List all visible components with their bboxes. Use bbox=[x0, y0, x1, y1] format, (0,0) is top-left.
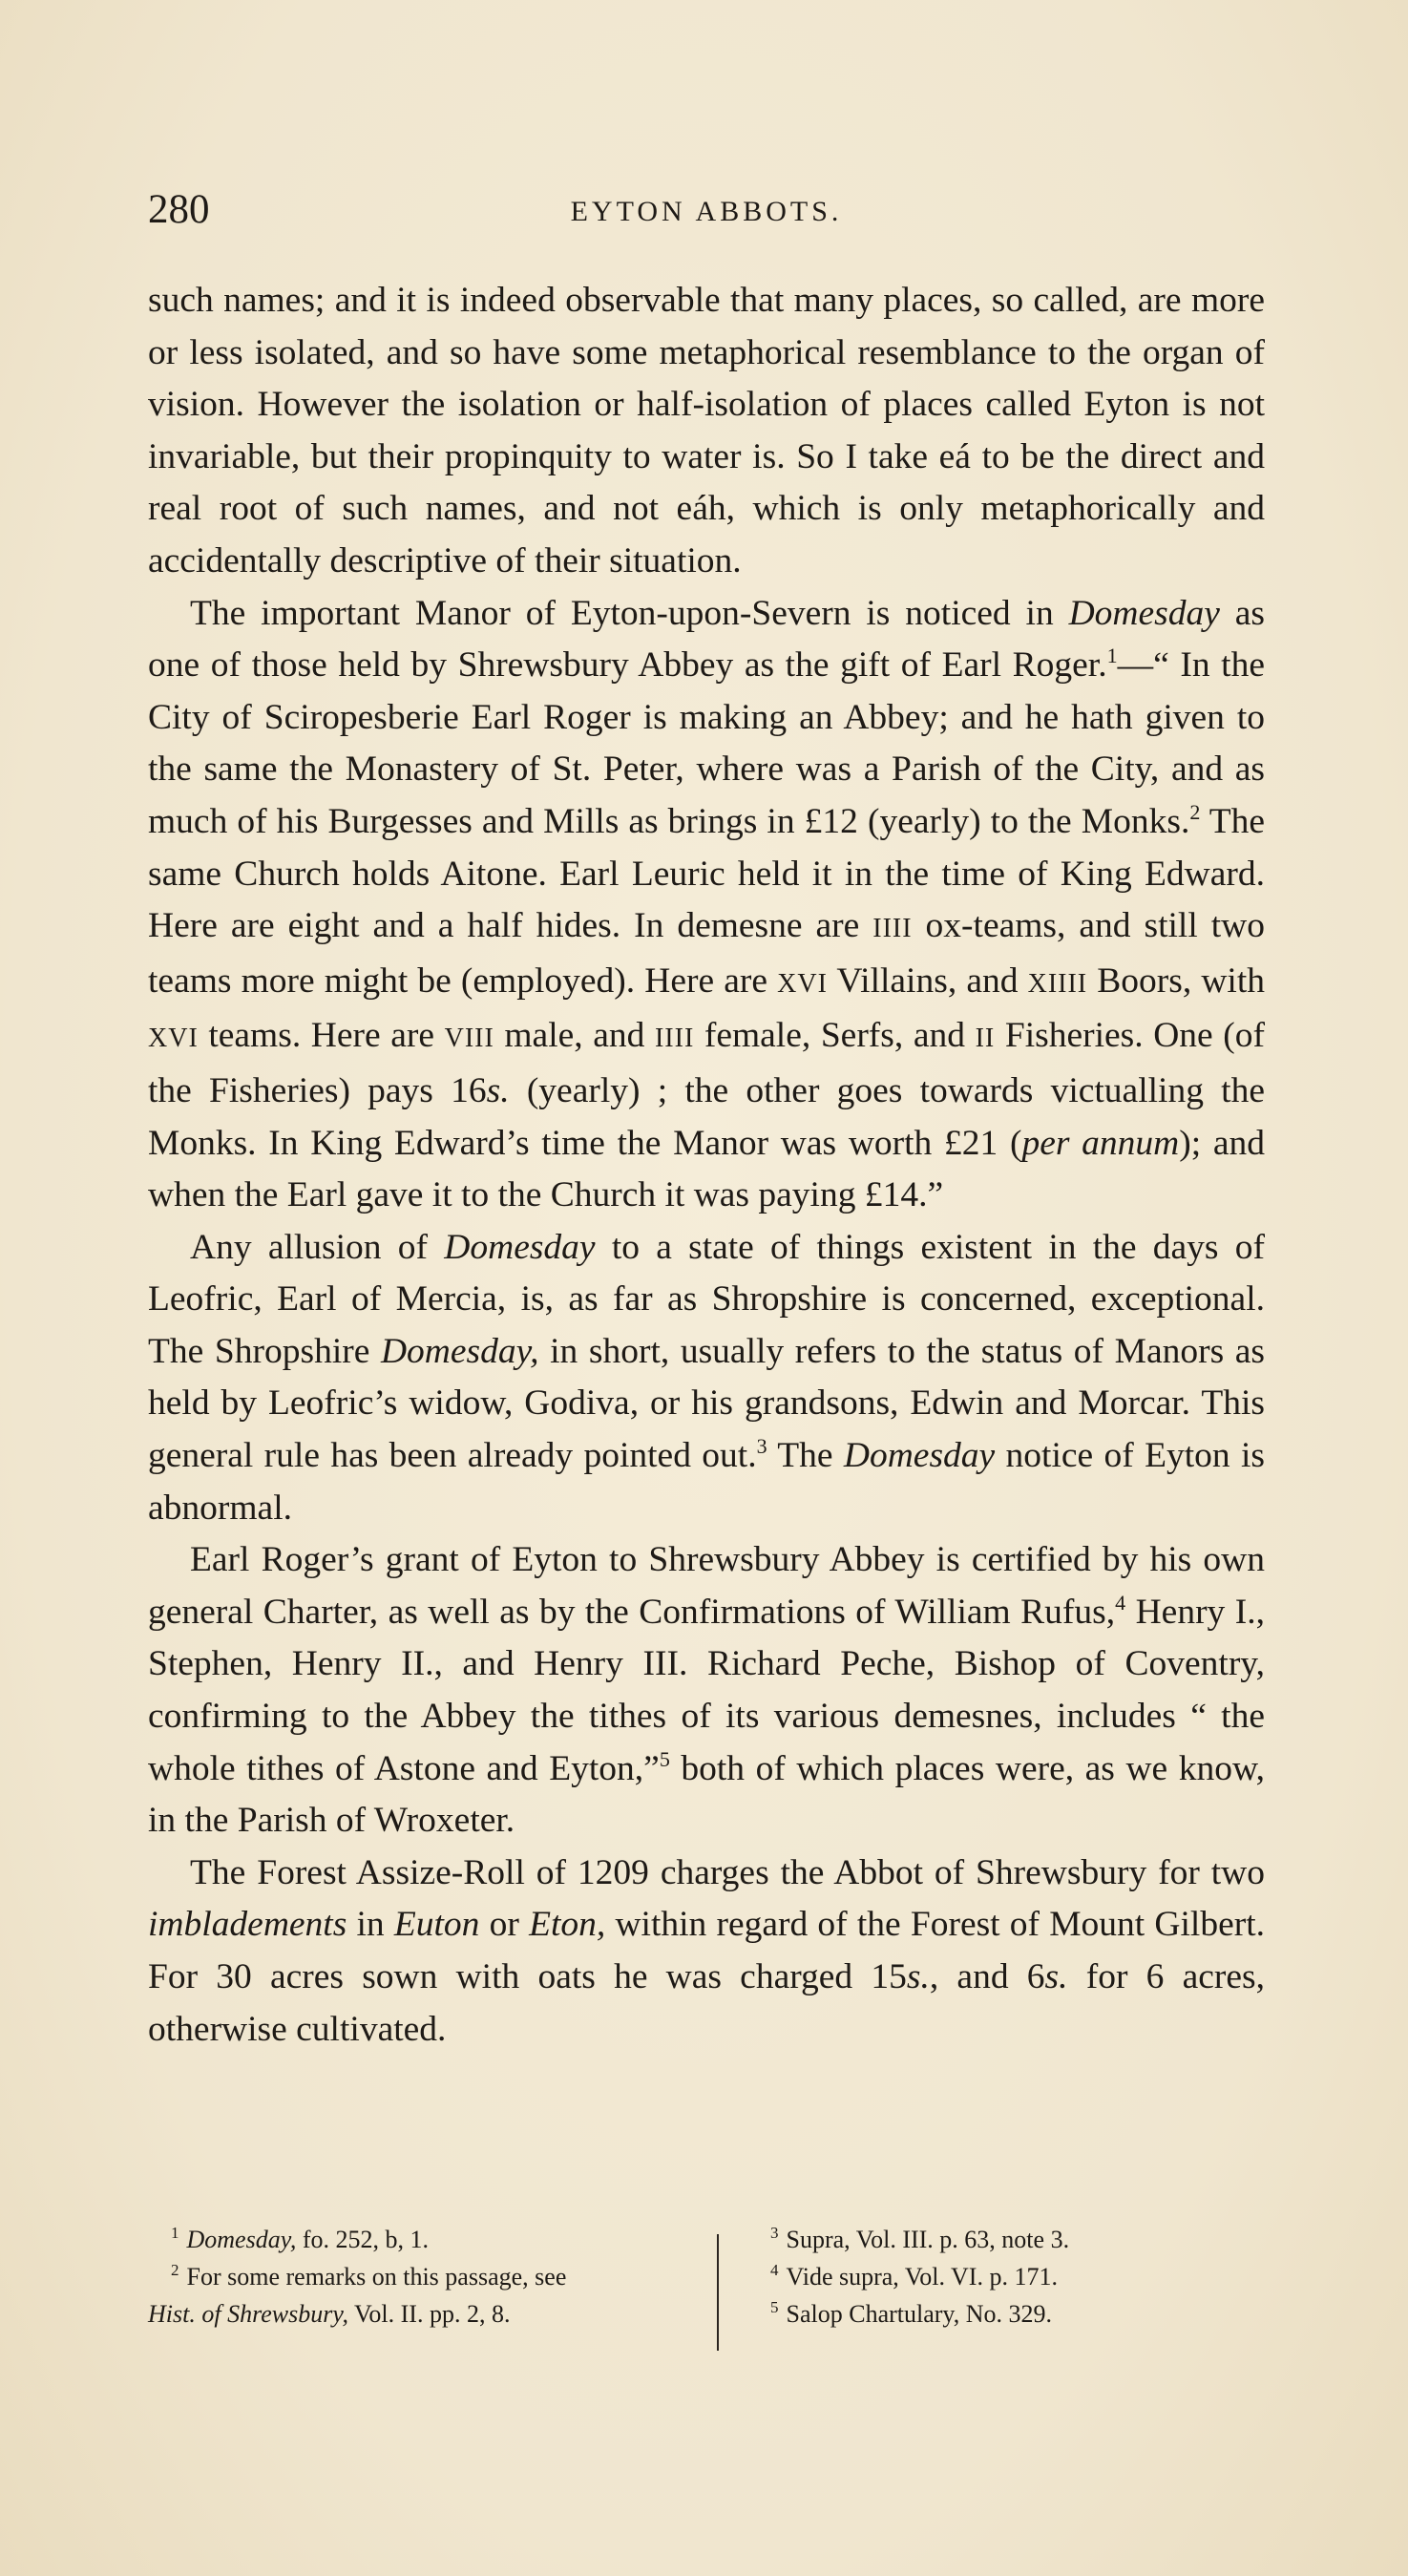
italic-text: Domesday, bbox=[186, 2226, 297, 2253]
text-run: The Forest Assize-Roll of 1209 charges the Abbot of Shrewsbury for two bbox=[190, 1852, 1265, 1892]
footnote-reference: 2 bbox=[171, 2261, 179, 2279]
paragraph bbox=[148, 275, 1265, 588]
italic-text: s. bbox=[1044, 1957, 1068, 1996]
footnote-line bbox=[148, 2258, 706, 2295]
italic-text: per annum bbox=[1021, 1123, 1180, 1163]
footnote-line bbox=[770, 2221, 1267, 2258]
text-run: IIII bbox=[872, 914, 913, 944]
footnote-reference: 1 bbox=[1106, 644, 1118, 668]
paragraph bbox=[148, 1222, 1265, 1535]
text-run: VIII bbox=[444, 1024, 494, 1054]
text-run: notice of Eyton is abnormal. bbox=[148, 1436, 1266, 1528]
text-run: —“ In the City of Sciropesberie Earl Roger is making an Abbey; and he hath given to the same the Monastery of St. Peter, where was a Parish of the City, and as much of his Burgesses and Mills as brings in £12 (yearly) to the Monks. bbox=[148, 645, 1265, 841]
italic-text: Euton bbox=[393, 1905, 480, 1945]
text-run: to a state of things existent in the days of Leofric, Earl of Mercia, is, as far as Shropshire is concerned, exceptional. The Shropshire bbox=[148, 1227, 1265, 1371]
text-run: or bbox=[479, 1905, 530, 1945]
page-header bbox=[148, 181, 1265, 239]
text-run: XIIII bbox=[1027, 968, 1088, 999]
footnotes-left-column bbox=[148, 2221, 706, 2333]
text-run: II bbox=[975, 1024, 996, 1054]
text-run: ox-teams, and still two teams more might be (employed). Here are bbox=[148, 906, 1266, 1001]
text-run: The bbox=[767, 1436, 844, 1476]
italic-text: Hist. of Shrewsbury, bbox=[148, 2300, 348, 2328]
italic-text: s. bbox=[906, 1957, 930, 1996]
text-run: in bbox=[347, 1905, 394, 1945]
text-run: for 6 acres, otherwise cultivated. bbox=[148, 1957, 1265, 2049]
italic-text: Eton, bbox=[529, 1905, 606, 1945]
footnote-line bbox=[148, 2295, 706, 2333]
italic-text: Domesday bbox=[1068, 593, 1220, 633]
footnote-reference: 3 bbox=[756, 1434, 767, 1459]
footnote-reference: 4 bbox=[1115, 1590, 1126, 1615]
text-run: male, and bbox=[494, 1016, 655, 1056]
italic-text: Domesday bbox=[444, 1227, 596, 1267]
text-run: The same Church holds Aitone. Earl Leuric held it in the time of King Edward. Here are eight and a half hides. In demesne are bbox=[148, 801, 1266, 946]
text-run: The important Manor of Eyton-upon-Severn is noticed in bbox=[190, 593, 1069, 633]
text-run: Earl Roger’s grant of Eyton to Shrewsbury Abbey is certified by his own general Charter, as well as by the Confirmations of William Rufus, bbox=[148, 1540, 1265, 1632]
text-run: XVI bbox=[148, 1024, 199, 1054]
italic-text: Domesday, bbox=[380, 1331, 539, 1371]
text-run: Villains, and bbox=[827, 961, 1028, 1001]
text-run: Vide supra, Vol. VI. p. 171. bbox=[786, 2263, 1058, 2291]
running-head: EYTON ABBOTS. bbox=[570, 196, 843, 227]
footnote-column-divider bbox=[717, 2234, 719, 2351]
italic-text: s. bbox=[486, 1070, 510, 1110]
text-run: Supra, Vol. III. p. 63, note 3. bbox=[786, 2226, 1070, 2253]
text-run: XVI bbox=[777, 968, 828, 999]
text-run: Boors, with bbox=[1087, 961, 1266, 1001]
text-run: Vol. II. pp. 2, 8. bbox=[347, 2300, 511, 2328]
text-run: Henry I., Stephen, Henry II., and Henry III. Richard Peche, Bishop of Coventry, confirming to the Abbey the tithes of its various demesnes, includes “ the whole tithes of Astone and Eyton,” bbox=[148, 1592, 1266, 1788]
footnote-reference: 1 bbox=[171, 2224, 179, 2242]
text-run: ); and when the Earl gave it to the Church it was paying £14.” bbox=[148, 1123, 1265, 1215]
page-number: 280 bbox=[148, 187, 210, 232]
text-run: Salop Chartulary, No. 329. bbox=[786, 2300, 1052, 2328]
text-run: fo. 252, b, 1. bbox=[296, 2226, 429, 2253]
italic-text: Domesday bbox=[843, 1436, 996, 1476]
footnote-line bbox=[770, 2295, 1267, 2333]
italic-text: imbladements bbox=[148, 1905, 347, 1945]
text-run: as one of those held by Shrewsbury Abbey as the gift of Earl Roger. bbox=[148, 593, 1265, 686]
text-run: , and 6 bbox=[929, 1957, 1045, 1996]
footnotes bbox=[148, 2221, 1265, 2364]
footnote-reference: 3 bbox=[770, 2224, 779, 2242]
text-run: such names; and it is indeed observable that many places, so called, are more or less isolated, and so have some metaphorical resemblance to the organ of vision. However the isolation or half-isolation of places called Eyton is not invariable, but their propinquity to water is. So I take eá to be the direct and real root of such names, and not eáh, which is only metaphorically and accidentally descriptive of their situation. bbox=[148, 281, 1265, 581]
footnote-reference: 2 bbox=[1189, 799, 1201, 824]
text-run: For some remarks on this passage, see bbox=[186, 2263, 567, 2291]
footnote-reference: 5 bbox=[770, 2298, 779, 2316]
footnotes-right-column bbox=[770, 2221, 1267, 2333]
text-run: within regard of the Forest of Mount Gilbert. For 30 acres sown with oats he was charged 15 bbox=[148, 1905, 1266, 1996]
text-run: both of which places were, as we know, in the Parish of Wroxeter. bbox=[148, 1748, 1265, 1841]
text-run: IIII bbox=[654, 1024, 695, 1054]
footnote-line bbox=[770, 2258, 1267, 2295]
footnote-reference: 5 bbox=[659, 1746, 670, 1771]
text-run: in short, usually refers to the status of Manors as held by Leofric’s widow, Godiva, or his grandsons, Edwin and Morcar. This general rule has been already pointed out. bbox=[148, 1331, 1265, 1476]
footnote-reference: 4 bbox=[770, 2261, 779, 2279]
text-run: Fisheries. One (of the Fisheries) pays 16 bbox=[148, 1016, 1265, 1110]
main-text bbox=[148, 275, 1265, 2056]
text-run: female, Serfs, and bbox=[694, 1016, 976, 1056]
footnote-line bbox=[148, 2221, 706, 2258]
text-run: Any allusion of bbox=[190, 1227, 445, 1267]
text-run: (yearly) ; the other goes towards victualling the Monks. In King Edward’s time the Manor was worth £21 ( bbox=[148, 1070, 1265, 1163]
text-run: teams. Here are bbox=[198, 1016, 445, 1056]
paragraph bbox=[148, 1848, 1265, 2056]
paragraph bbox=[148, 588, 1265, 1222]
paragraph bbox=[148, 1534, 1265, 1848]
